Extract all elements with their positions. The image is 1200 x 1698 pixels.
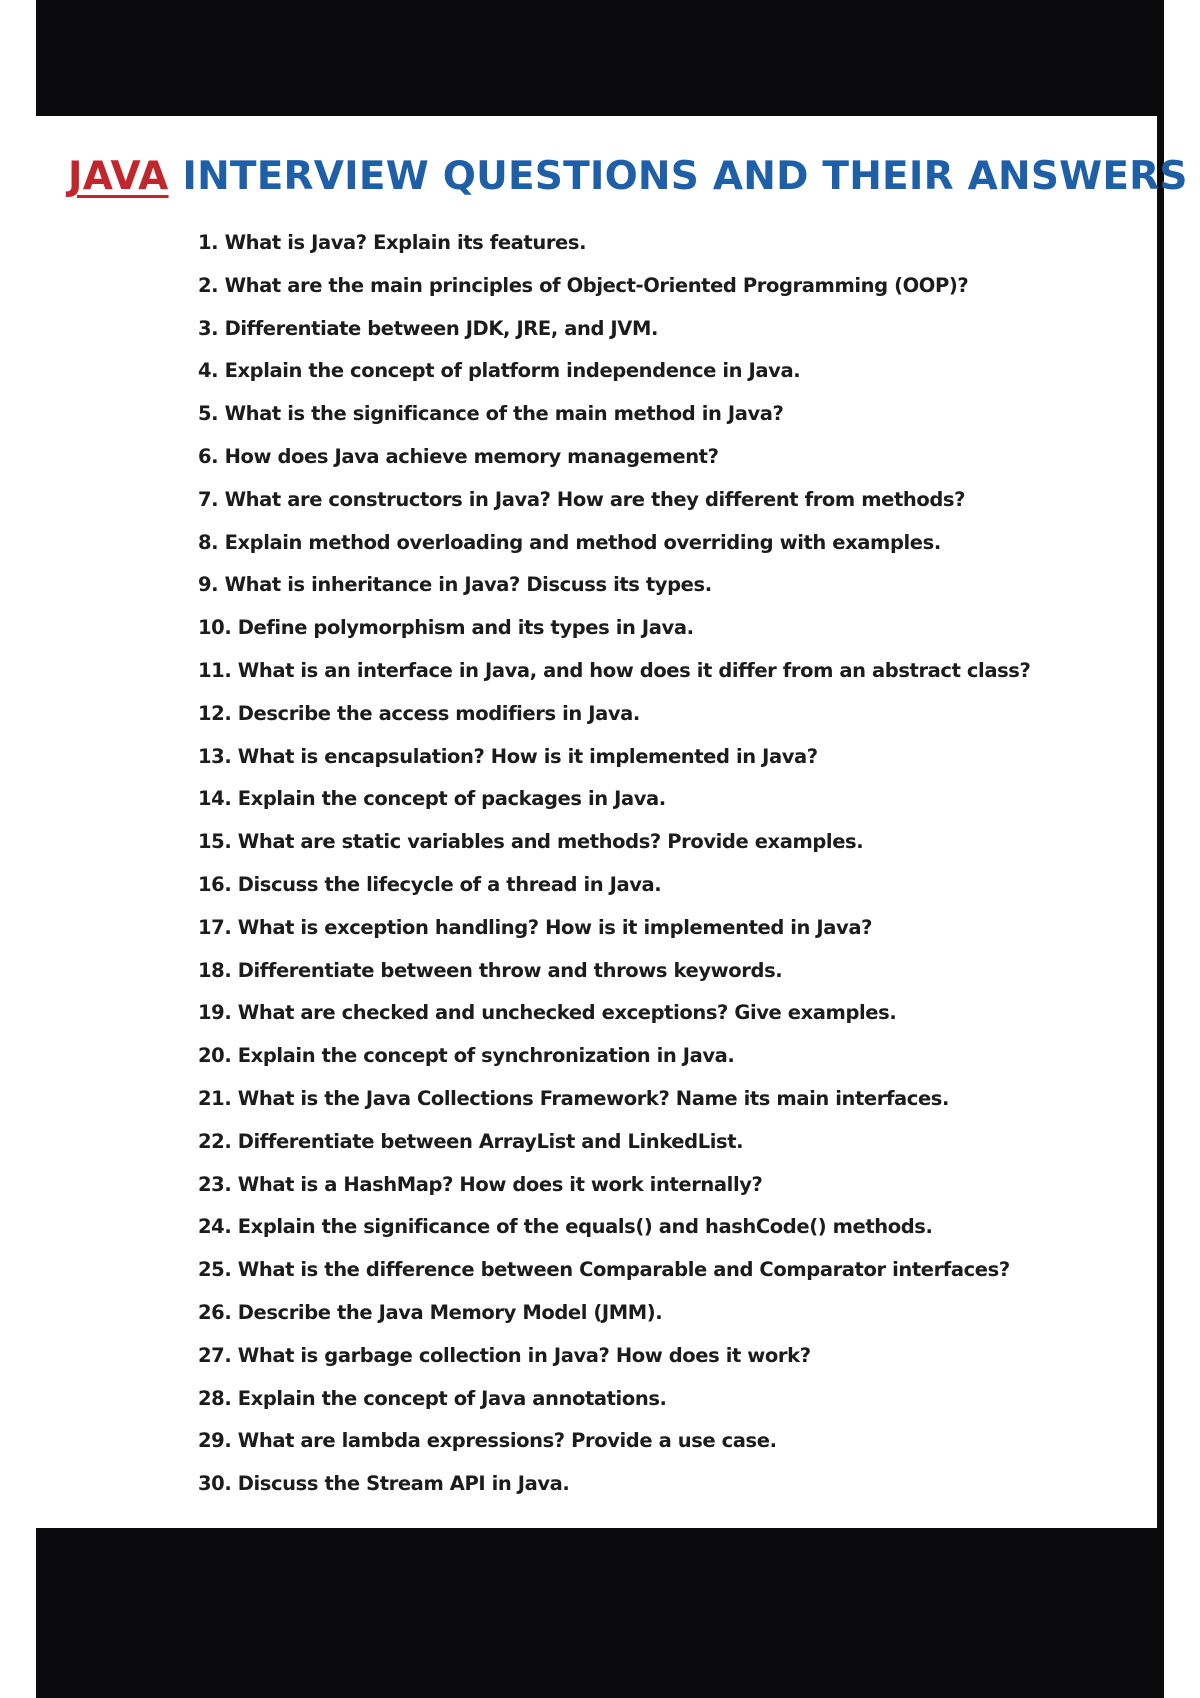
question-item: 13. What is encapsulation? How is it implemented in Java? [198,744,818,768]
question-item: 29. What are lambda expressions? Provide a use case. [198,1429,777,1453]
question-item: 26. Describe the Java Memory Model (JMM). [198,1300,663,1324]
question-item: 30. Discuss the Stream API in Java. [198,1472,570,1496]
question-item: 10. Define polymorphism and its types in Java. [198,616,694,640]
question-item: 16. Discuss the lifecycle of a thread in Java. [198,872,662,896]
question-item: 1. What is Java? Explain its features. [198,231,587,254]
question-item: 5. What is the significance of the main method in Java? [198,402,784,426]
question-item: 17. What is exception handling? How is it implemented in Java? [198,915,873,939]
question-item: 4. Explain the concept of platform independence in Java. [198,359,801,383]
question-item: 8. Explain method overloading and method overriding with examples. [198,530,941,554]
question-item: 19. What are checked and unchecked exceptions? Give examples. [198,1001,897,1025]
question-item: 24. Explain the significance of the equals() and hashCode() methods. [198,1215,933,1239]
question-item: 15. What are static variables and methods? Provide examples. [198,830,864,854]
right-black-edge [1157,116,1164,1528]
question-item: 18. Differentiate between throw and throws keywords. [198,958,783,982]
title-accent-word: JAVA [68,154,169,199]
top-black-band [36,0,1164,116]
question-item: 23. What is a HashMap? How does it work internally? [198,1172,763,1196]
question-item: 22. Differentiate between ArrayList and LinkedList. [198,1129,744,1153]
question-item: 21. What is the Java Collections Framework? Name its main interfaces. [198,1086,950,1110]
question-item: 27. What is garbage collection in Java? How does it work? [198,1343,811,1367]
question-item: 12. Describe the access modifiers in Java. [198,701,640,725]
question-item: 2. What are the main principles of Object-Oriented Programming (OOP)? [198,273,969,297]
question-item: 25. What is the difference between Comparable and Comparator interfaces? [198,1258,1010,1282]
title-main-text: INTERVIEW QUESTIONS AND THEIR ANSWERS [182,154,1188,199]
question-item: 14. Explain the concept of packages in Java. [198,787,666,811]
question-item: 3. Differentiate between JDK, JRE, and JVM. [198,316,658,340]
page-title [68,150,1188,204]
bottom-black-band [36,1528,1164,1698]
question-item: 20. Explain the concept of synchronization in Java. [198,1044,735,1068]
question-item: 7. What are constructors in Java? How are they different from methods? [198,487,966,511]
question-item: 11. What is an interface in Java, and how does it differ from an abstract class? [198,658,1031,682]
question-item: 28. Explain the concept of Java annotations. [198,1386,667,1410]
question-list [198,222,1030,1506]
question-item: 6. How does Java achieve memory management? [198,444,719,468]
question-item: 9. What is inheritance in Java? Discuss its types. [198,573,712,597]
